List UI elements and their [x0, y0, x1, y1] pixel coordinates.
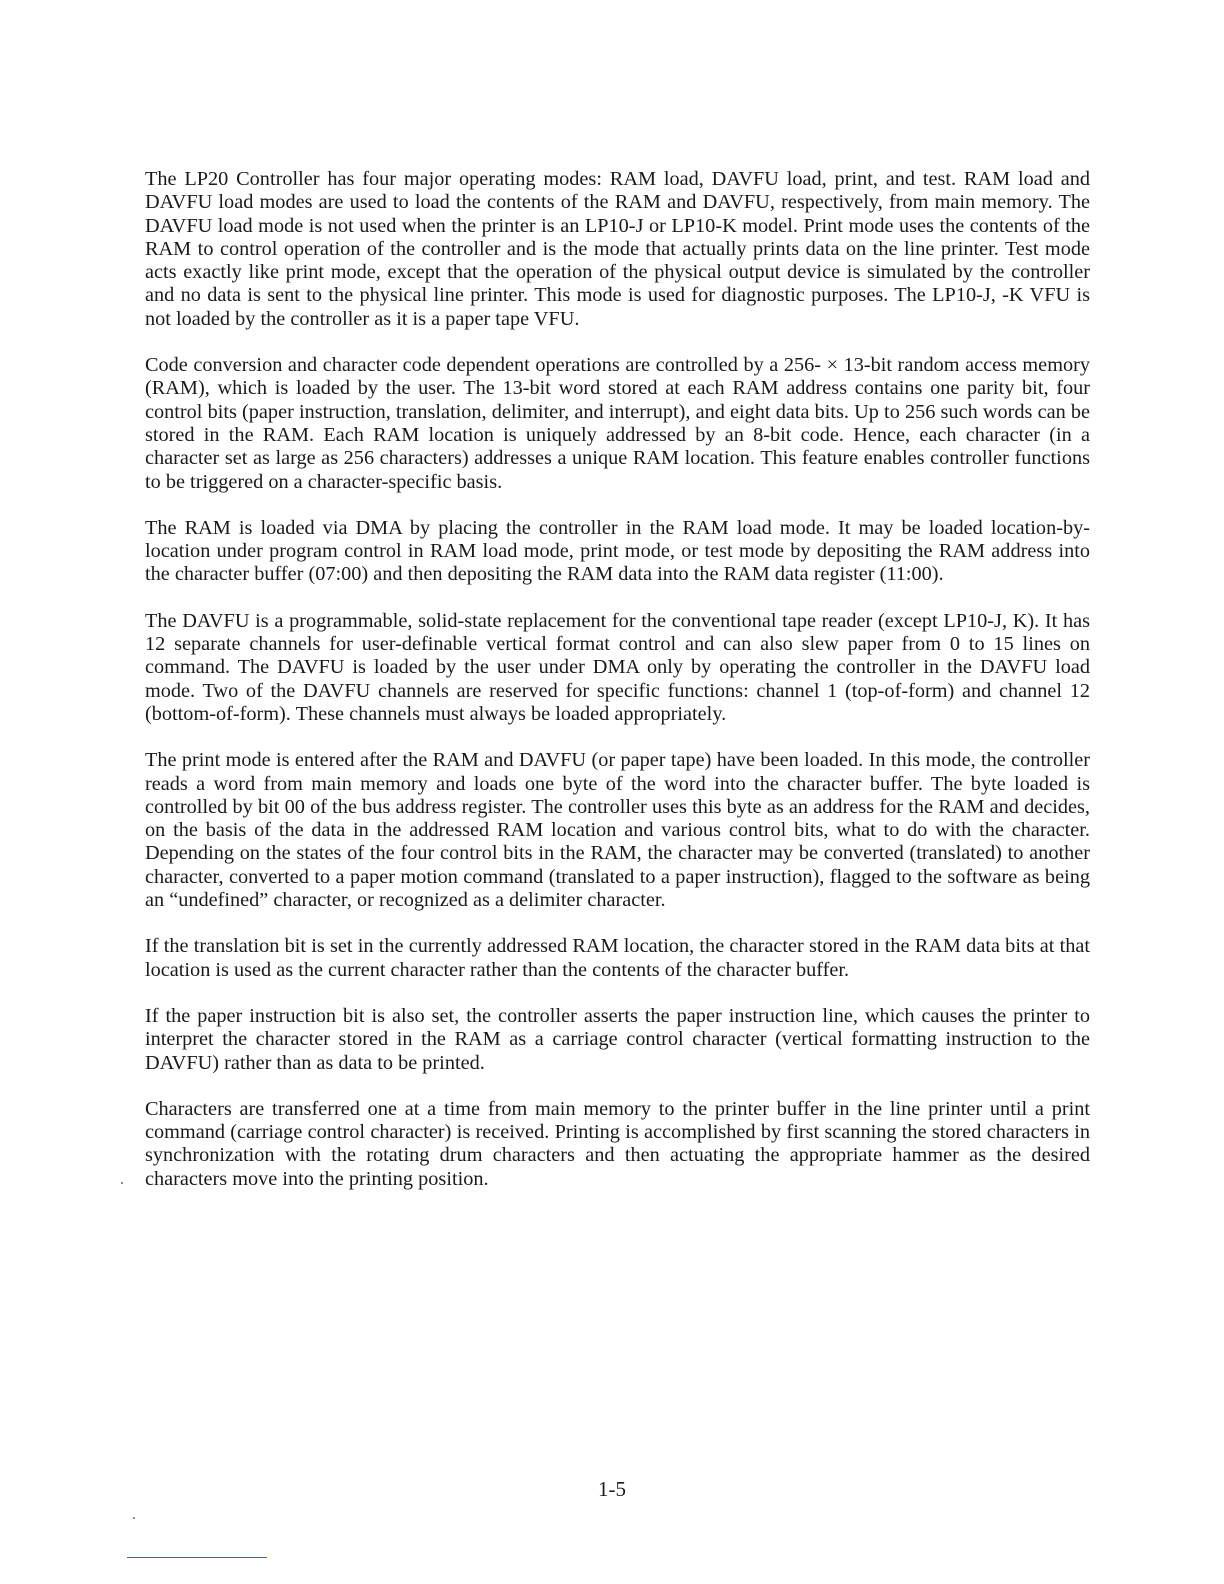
- paragraph-paper-instruction-bit: If the paper instruction bit is also set, the controller asserts the paper instruction line, which causes the printer to interpret the character stored in the RAM as a carriage control character (vertical formatting instruction to the DAVFU) rather than as data to be printed.: [145, 1004, 1090, 1074]
- scan-speck: [133, 1517, 135, 1519]
- scan-speck: [121, 1182, 123, 1184]
- paragraph-davfu: The DAVFU is a programmable, solid-state replacement for the conventional tape reader (except LP10-J, K). It has 12 separate channels for user-definable vertical format control and can also slew paper from 0 to 15 lines on command. The DAVFU is loaded by the user under DMA only by operating the controller in the DAVFU load mode. Two of the DAVFU channels are reserved for specific functions: channel 1 (top-of-form) and channel 12 (bottom-of-form). These channels must always be loaded appropriately.: [145, 609, 1090, 725]
- page-body: [145, 168, 1090, 1214]
- paragraph-ram-loading: The RAM is loaded via DMA by placing the controller in the RAM load mode. It may be loaded location-by-location under program control in RAM load mode, print mode, or test mode by depositing the RAM address into the character buffer (07:00) and then depositing the RAM data into the RAM data register (11:00).: [145, 516, 1090, 586]
- paragraph-print-mode: The print mode is entered after the RAM and DAVFU (or paper tape) have been loaded. In this mode, the controller reads a word from main memory and loads one byte of the word into the character buffer. The byte loaded is controlled by bit 00 of the bus address register. The controller uses this byte as an address for the RAM and decides, on the basis of the data in the addressed RAM location and various control bits, what to do with the character. Depending on the states of the four control bits in the RAM, the character may be converted (translated) to another character, converted to a paper motion command (translated to a paper instruction), flagged to the software as being an “undefined” character, or recognized as a delimiter character.: [145, 749, 1090, 912]
- page-number: 1-5: [598, 1477, 626, 1501]
- paragraph-character-transfer: Characters are transferred one at a time from main memory to the printer buffer in the line printer until a print command (carriage control character) is received. Printing is accomplished by first scanning the stored characters in synchronization with the rotating drum characters and then actuating the appropriate hammer as the desired characters move into the printing position.: [145, 1097, 1090, 1190]
- paragraph-operating-modes: The LP20 Controller has four major operating modes: RAM load, DAVFU load, print, and test. RAM load and DAVFU load modes are used to load the contents of the RAM and DAVFU, respectively, from main memory. The DAVFU load mode is not used when the printer is an LP10-J or LP10-K model. Print mode uses the contents of the RAM to control operation of the controller and is the mode that actually prints data on the line printer. Test mode acts exactly like print mode, except that the operation of the physical output device is simulated by the controller and no data is sent to the physical line printer. This mode is used for diagnostic purposes. The LP10-J, -K VFU is not loaded by the controller as it is a paper tape VFU.: [145, 168, 1090, 330]
- paragraph-code-conversion: Code conversion and character code dependent operations are controlled by a 256- × 13-bit random access memory (RAM), which is loaded by the user. The 13-bit word stored at each RAM address contains one parity bit, four control bits (paper instruction, translation, delimiter, and interrupt), and eight data bits. Up to 256 such words can be stored in the RAM. Each RAM location is uniquely addressed by an 8-bit code. Hence, each character (in a character set as large as 256 characters) addresses a unique RAM location. This feature enables controller functions to be triggered on a character-specific basis.: [145, 354, 1090, 493]
- paragraph-translation-bit: If the translation bit is set in the currently addressed RAM location, the character stored in the RAM data bits at that location is used as the current character rather than the contents of the character buffer.: [145, 935, 1090, 981]
- bottom-rule: [127, 1557, 267, 1558]
